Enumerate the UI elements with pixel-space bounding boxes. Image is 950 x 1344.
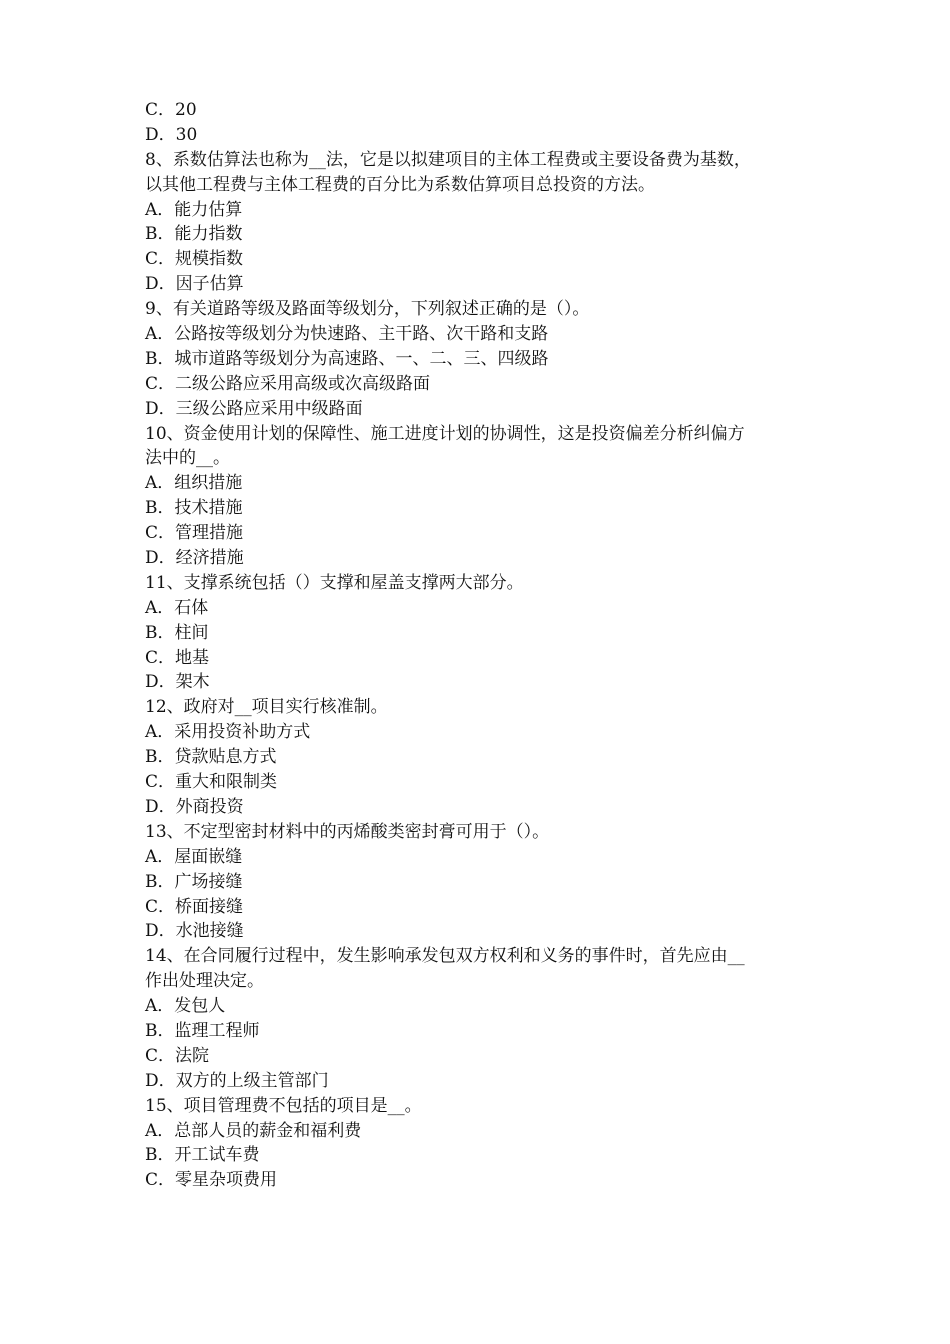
question-stem [145, 148, 813, 198]
answer-option [145, 670, 813, 695]
answer-option [145, 247, 813, 272]
option-text: B．能力指数 [145, 224, 243, 245]
answer-option [145, 397, 813, 422]
option-text: A．公路按等级划分为快速路、主干路、次干路和支路 [145, 324, 549, 345]
answer-option [145, 347, 813, 372]
question-stem [145, 695, 813, 720]
answer-option [145, 521, 813, 546]
option-text: C．规模指数 [145, 249, 244, 270]
answer-option [145, 895, 813, 920]
option-text: B．柱间 [145, 622, 209, 643]
option-text: C．重大和限制类 [145, 772, 278, 793]
option-text: C．零星杂项费用 [145, 1170, 278, 1191]
answer-option [145, 870, 813, 895]
question-text-line: 10、资金使用计划的保障性、施工进度计划的协调性，这是投资偏差分析纠偏方 [145, 423, 745, 444]
option-text: A．能力估算 [145, 199, 243, 220]
answer-option [145, 123, 813, 148]
answer-option [145, 1168, 813, 1193]
option-text: B．广场接缝 [145, 871, 243, 892]
answer-option [145, 845, 813, 870]
option-text: D．三级公路应采用中级路面 [145, 398, 363, 419]
answer-option [145, 720, 813, 745]
option-text: D．经济措施 [145, 548, 244, 569]
option-text: A．总部人员的薪金和福利费 [145, 1120, 362, 1141]
option-text: B．开工试车费 [145, 1145, 260, 1166]
answer-option [145, 546, 813, 571]
question-text-line: 作出处理决定。 [145, 971, 264, 992]
option-text: A．发包人 [145, 996, 226, 1017]
option-text: B．贷款贴息方式 [145, 747, 277, 768]
answer-option [145, 1044, 813, 1069]
option-text: D．架木 [145, 672, 210, 693]
answer-option [145, 198, 813, 223]
option-text: C．桥面接缝 [145, 896, 244, 917]
answer-option [145, 222, 813, 247]
answer-option [145, 272, 813, 297]
option-text: D．因子估算 [145, 274, 244, 295]
option-text: B．监理工程师 [145, 1020, 260, 1041]
question-stem [145, 571, 813, 596]
answer-option [145, 1143, 813, 1168]
question-text-line: 14、在合同履行过程中，发生影响承发包双方权利和义务的事件时，首先应由__ [145, 946, 745, 967]
option-text: A．组织措施 [145, 473, 243, 494]
option-text: D．双方的上级主管部门 [145, 1070, 329, 1091]
option-text: C．管理措施 [145, 523, 244, 544]
option-text: C．法院 [145, 1045, 210, 1066]
question-stem [145, 422, 813, 472]
question-text-line: 法中的__。 [145, 448, 230, 469]
option-text: B．技术措施 [145, 498, 243, 519]
question-text-line: 9、有关道路等级及路面等级划分，下列叙述正确的是（）。 [145, 299, 590, 320]
answer-option [145, 1119, 813, 1144]
option-text: D．30 [145, 124, 198, 145]
question-text-line: 15、项目管理费不包括的项目是__。 [145, 1095, 422, 1116]
option-text: B．城市道路等级划分为高速路、一、二、三、四级路 [145, 348, 549, 369]
answer-option [145, 98, 813, 123]
question-stem [145, 944, 813, 994]
option-text: A．采用投资补助方式 [145, 722, 311, 743]
answer-option [145, 596, 813, 621]
question-text-line: 11、支撑系统包括（）支撑和屋盖支撑两大部分。 [145, 572, 524, 593]
answer-option [145, 994, 813, 1019]
answer-option [145, 496, 813, 521]
option-text: C．二级公路应采用高级或次高级路面 [145, 373, 431, 394]
option-text: A．屋面嵌缝 [145, 846, 243, 867]
option-text: C．20 [145, 100, 197, 120]
question-list [145, 98, 813, 1193]
option-text: D．水池接缝 [145, 921, 244, 942]
question-text-line: 8、系数估算法也称为__法，它是以拟建项目的主体工程费或主要设备费为基数， [145, 149, 751, 170]
question-stem [145, 297, 813, 322]
answer-option [145, 322, 813, 347]
answer-option [145, 770, 813, 795]
option-text: C．地基 [145, 647, 210, 668]
question-text-line: 12、政府对__项目实行核准制。 [145, 697, 388, 718]
question-stem [145, 1094, 813, 1119]
answer-option [145, 621, 813, 646]
answer-option [145, 1019, 813, 1044]
question-text-line: 以其他工程费与主体工程费的百分比为系数估算项目总投资的方法。 [145, 174, 655, 195]
question-text-line: 13、不定型密封材料中的丙烯酸类密封膏可用于（）。 [145, 821, 550, 842]
answer-option [145, 745, 813, 770]
option-text: D．外商投资 [145, 796, 244, 817]
question-stem [145, 820, 813, 845]
answer-option [145, 919, 813, 944]
answer-option [145, 795, 813, 820]
answer-option [145, 1069, 813, 1094]
answer-option [145, 372, 813, 397]
option-text: A．石体 [145, 597, 209, 618]
answer-option [145, 646, 813, 671]
answer-option [145, 471, 813, 496]
